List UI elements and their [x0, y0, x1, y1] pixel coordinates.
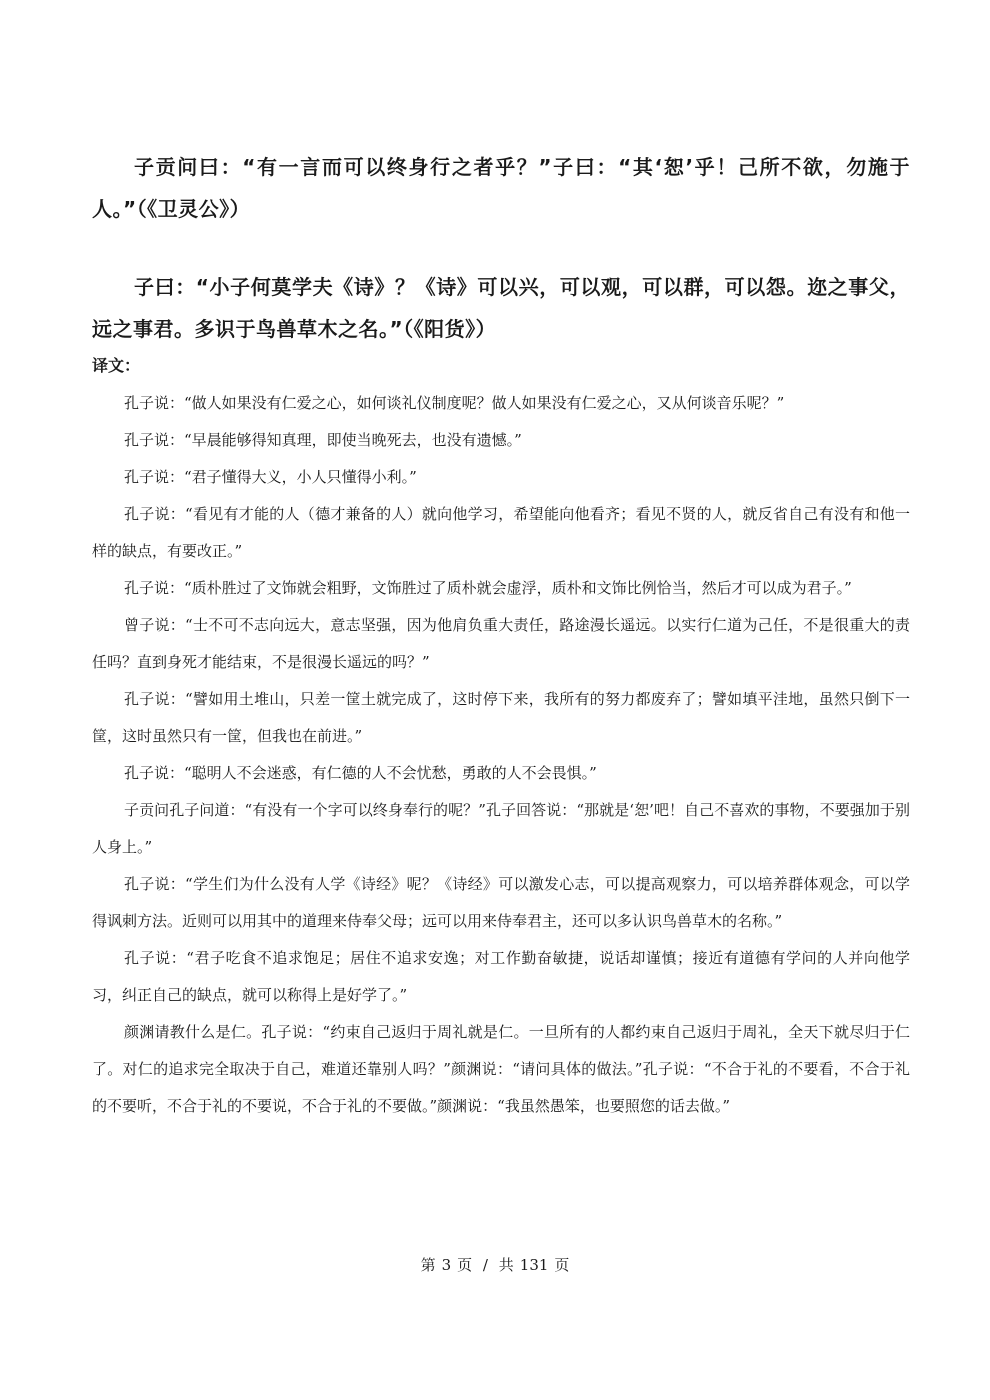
- translation-paragraph: 孔子说：“学生们为什么没有人学《诗经》呢？《诗经》可以激发心志，可以提高观察力，可以培养群体观念，可以学得讽刺方法。近则可以用其中的道理来侍奉父母；远可以用来侍奉君主，还可以多认识鸟兽草木的名称。”: [92, 875, 910, 930]
- translation-paragraph: 子贡问孔子问道：“有没有一个字可以终身奉行的呢？”孔子回答说：“那就是‘恕’吧！自己不喜欢的事物，不要强加于别人身上。”: [92, 801, 910, 856]
- footer-prefix: 第: [420, 1256, 436, 1274]
- original-passage-2: 子曰：“小子何莫学夫《诗》？《诗》可以兴，可以观，可以群，可以怨。迩之事父，远之事君。多识于鸟兽草木之名。”（《阳货》）: [92, 275, 910, 341]
- current-page-number: 3: [441, 1256, 452, 1274]
- translation-paragraph: 颜渊请教什么是仁。孔子说：“约束自己返归于周礼就是仁。一旦所有的人都约束自己返归于周礼，全天下就尽归于仁了。对仁的追求完全取决于自己，难道还靠别人吗？”颜渊说：“请问具体的做法。”孔子说：“不合于礼的不要看，不合于礼的不要听，不合于礼的不要说，不合于礼的不要做。”颜渊说：“我虽然愚笨，也要照您的话去做。”: [92, 1023, 910, 1115]
- translation-heading: 译文：: [92, 356, 141, 375]
- footer-separator: /: [482, 1256, 488, 1274]
- original-passage-1: 子贡问曰：“有一言而可以终身行之者乎？”子曰：“其‘恕’乎！己所不欲，勿施于人。”（《卫灵公》）: [92, 155, 910, 221]
- translation-paragraph: 孔子说：“君子懂得大义，小人只懂得小利。”: [124, 468, 417, 486]
- translation-paragraph: 孔子说：“质朴胜过了文饰就会粗野，文饰胜过了质朴就会虚浮，质朴和文饰比例恰当，然后才可以成为君子。”: [124, 579, 852, 597]
- translation-paragraph: 孔子说：“看见有才能的人（德才兼备的人）就向他学习，希望能向他看齐；看见不贤的人，就反省自己有没有和他一样的缺点，有要改正。”: [92, 505, 910, 560]
- footer-total-prefix: 共: [498, 1256, 514, 1274]
- translation-paragraph: 孔子说：“做人如果没有仁爱之心，如何谈礼仪制度呢？做人如果没有仁爱之心，又从何谈音乐呢？”: [124, 394, 785, 412]
- translation-paragraph: 孔子说：“譬如用土堆山，只差一筐土就完成了，这时停下来，我所有的努力都废弃了；譬如填平洼地，虽然只倒下一筐，这时虽然只有一筐，但我也在前进。”: [92, 690, 910, 745]
- translation-paragraph: 孔子说：“聪明人不会迷惑，有仁德的人不会忧愁，勇敢的人不会畏惧。”: [124, 764, 597, 782]
- translation-paragraph: 孔子说：“君子吃食不追求饱足；居住不追求安逸；对工作勤奋敏捷，说话却谨慎；接近有道德有学问的人并向他学习，纠正自己的缺点，就可以称得上是好学了。”: [92, 949, 910, 1004]
- page-footer: [0, 1253, 990, 1277]
- footer-page-unit: 页: [457, 1256, 473, 1274]
- footer-total-unit: 页: [554, 1256, 570, 1274]
- translation-paragraph: 曾子说：“士不可不志向远大，意志坚强，因为他肩负重大责任，路途漫长遥远。以实行仁道为己任，不是很重大的责任吗？直到身死才能结束，不是很漫长遥远的吗？”: [92, 616, 910, 671]
- translation-paragraph: 孔子说：“早晨能够得知真理，即使当晚死去，也没有遗憾。”: [124, 431, 522, 449]
- total-page-count: 131: [519, 1256, 549, 1274]
- translation-body: [92, 385, 910, 1125]
